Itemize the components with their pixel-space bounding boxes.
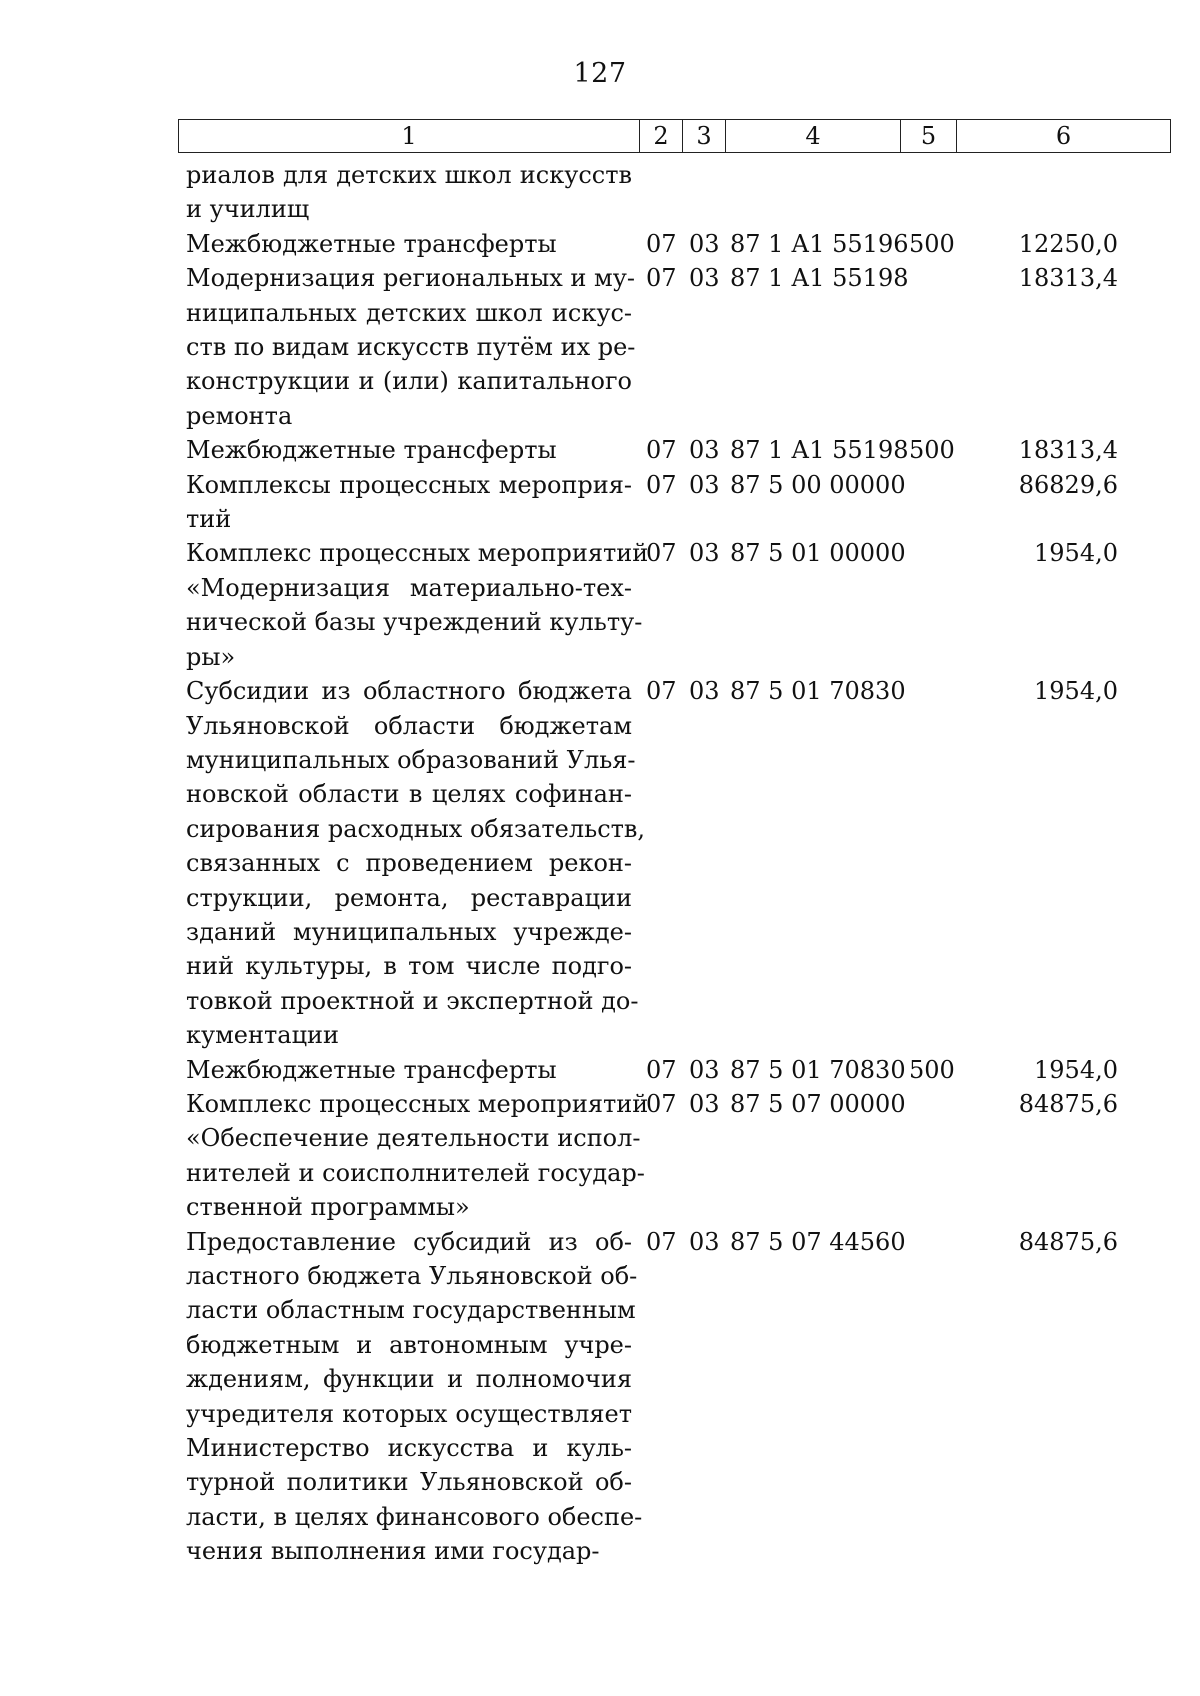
row-subsection-code: 03 — [689, 264, 720, 293]
row-name-line: нической базы учреждений культу- — [186, 608, 643, 637]
row-target-code: 87 5 01 70830 — [730, 1055, 906, 1084]
row-section-code: 07 — [646, 470, 677, 499]
row-name-line: нителей и соисполнителей государ- — [186, 1158, 645, 1187]
row-name-line: Межбюджетные трансферты — [186, 1055, 557, 1084]
row-amount: 84875,6 — [1018, 1089, 1118, 1118]
row-target-code: 87 5 01 70830 — [730, 677, 906, 706]
row-name — [186, 261, 636, 433]
row-section-code: 07 — [646, 1055, 677, 1084]
row-name — [186, 1053, 632, 1087]
row-name — [186, 1087, 649, 1225]
row-section-code: 07 — [646, 1227, 677, 1256]
row-target-code: 87 5 07 00000 — [730, 1089, 906, 1118]
column-header-table — [178, 119, 1171, 153]
row-name-line: Комплекс процессных мероприятий — [186, 539, 649, 568]
column-header-1: 1 — [179, 120, 640, 153]
row-amount: 12250,0 — [1018, 229, 1118, 258]
row-name-line: новской области в целях софинан- — [186, 780, 632, 809]
table-row — [0, 674, 1200, 1052]
row-name — [186, 433, 632, 467]
row-subsection-code: 03 — [689, 539, 720, 568]
row-amount: 1954,0 — [1034, 539, 1118, 568]
row-name-line: ремонта — [186, 401, 293, 430]
row-name-line: ры» — [186, 642, 236, 671]
row-subsection-code: 03 — [689, 436, 720, 465]
row-name-line: тий — [186, 505, 232, 534]
row-name-line: связанных с проведением рекон- — [186, 849, 632, 878]
row-subsection-code: 03 — [689, 677, 720, 706]
row-section-code: 07 — [646, 264, 677, 293]
row-subsection-code: 03 — [689, 470, 720, 499]
row-name-line: зданий муниципальных учрежде- — [186, 917, 632, 946]
row-name-line: товкой проектной и экспертной до- — [186, 986, 639, 1015]
row-name-line: Межбюджетные трансферты — [186, 229, 557, 258]
row-name-line: муниципальных образований Улья- — [186, 745, 636, 774]
row-name — [186, 1225, 643, 1569]
table-row — [0, 158, 1200, 227]
row-amount: 18313,4 — [1018, 264, 1118, 293]
table-row — [0, 536, 1200, 674]
row-name-line: ластного бюджета Ульяновской об- — [186, 1262, 638, 1290]
row-target-code: 87 5 07 44560 — [730, 1227, 906, 1256]
row-name — [186, 674, 646, 1052]
row-name-line: чения выполнения ими государ- — [186, 1537, 600, 1566]
table-row — [0, 1053, 1200, 1087]
page-number: 127 — [573, 58, 627, 89]
row-name-line: Модернизация региональных и му- — [186, 264, 635, 293]
table-row — [0, 468, 1200, 537]
row-name-line: конструкции и (или) капитального — [186, 367, 632, 396]
row-name-line: и училищ — [186, 195, 310, 224]
row-name-line: Министерство искусства и куль- — [186, 1434, 632, 1463]
row-target-code: 87 5 01 00000 — [730, 539, 906, 568]
row-name-line: ственной программы» — [186, 1193, 470, 1222]
row-name — [186, 468, 632, 537]
row-subsection-code: 03 — [689, 1227, 720, 1256]
row-name-line: Предоставление субсидий из об- — [186, 1227, 632, 1256]
column-header-4: 4 — [726, 120, 901, 153]
column-header-2: 2 — [640, 120, 683, 153]
row-section-code: 07 — [646, 436, 677, 465]
row-name-line: «Модернизация материально-тех- — [186, 573, 632, 602]
table-row — [0, 227, 1200, 261]
row-name — [186, 227, 632, 261]
column-header-5: 5 — [901, 120, 957, 153]
column-header-6: 6 — [957, 120, 1171, 153]
row-section-code: 07 — [646, 229, 677, 258]
row-target-code: 87 1 А1 55196 — [730, 229, 909, 258]
row-section-code: 07 — [646, 539, 677, 568]
row-name-line: бюджетным и автономным учре- — [186, 1330, 632, 1359]
row-name-line: ласти областным государственным — [186, 1296, 636, 1325]
row-name-line: ласти, в целях финансового обеспе- — [186, 1502, 643, 1531]
row-name-line: Комплекс процессных мероприятий — [186, 1089, 649, 1118]
column-header-row — [179, 120, 1171, 153]
row-target-code: 87 1 А1 55198 — [730, 436, 909, 465]
row-name-line: «Обеспечение деятельности испол- — [186, 1124, 641, 1153]
row-target-code: 87 5 00 00000 — [730, 470, 906, 499]
row-expense-type: 500 — [909, 229, 955, 258]
row-name-line: турной политики Ульяновской об- — [186, 1468, 632, 1497]
row-amount: 86829,6 — [1018, 470, 1118, 499]
row-name-line: ний культуры, в том числе подго- — [186, 952, 632, 981]
row-expense-type: 500 — [909, 1055, 955, 1084]
row-section-code: 07 — [646, 1089, 677, 1118]
column-header-3: 3 — [683, 120, 726, 153]
table-row — [0, 261, 1200, 433]
row-subsection-code: 03 — [689, 1089, 720, 1118]
row-subsection-code: 03 — [689, 1055, 720, 1084]
table-row — [0, 1225, 1200, 1569]
row-subsection-code: 03 — [689, 229, 720, 258]
row-amount: 84875,6 — [1018, 1227, 1118, 1256]
row-name-line: ждениям, функции и полномочия — [186, 1365, 632, 1394]
row-name-line: Межбюджетные трансферты — [186, 436, 557, 465]
row-name — [186, 158, 632, 227]
row-amount: 18313,4 — [1018, 436, 1118, 465]
row-name-line: ств по видам искусств путём их ре- — [186, 333, 636, 362]
table-row — [0, 433, 1200, 467]
row-target-code: 87 1 А1 55198 — [730, 264, 909, 293]
budget-rows — [0, 158, 1200, 1569]
row-name-line: струкции, ремонта, реставрации — [186, 883, 632, 912]
row-name-line: Субсидии из областного бюджета — [186, 677, 632, 706]
row-name-line: Ульяновской области бюджетам — [186, 711, 632, 740]
row-name-line: ниципальных детских школ искус- — [186, 298, 632, 327]
row-name-line: риалов для детских школ искусств — [186, 161, 632, 189]
row-name-line: Комплексы процессных мероприя- — [186, 470, 632, 499]
row-expense-type: 500 — [909, 436, 955, 465]
row-name-line: кументации — [186, 1021, 339, 1050]
table-row — [0, 1087, 1200, 1225]
row-section-code: 07 — [646, 677, 677, 706]
row-name — [186, 536, 649, 674]
row-amount: 1954,0 — [1034, 677, 1118, 706]
row-name-line: учредителя которых осуществляет — [186, 1399, 632, 1428]
row-name-line: сирования расходных обязательств, — [186, 814, 646, 843]
row-amount: 1954,0 — [1034, 1055, 1118, 1084]
